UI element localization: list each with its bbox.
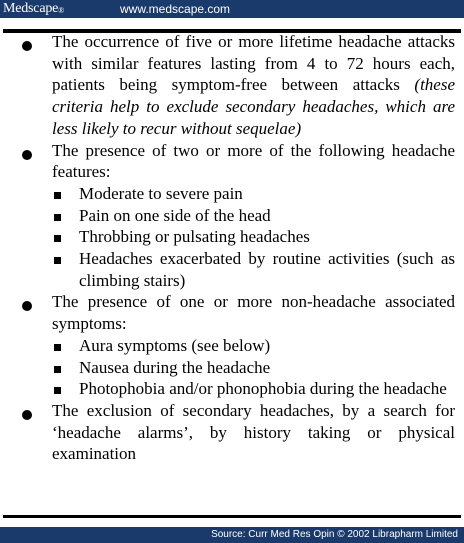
sub-item-text: Pain on one side of the head	[79, 205, 271, 225]
sub-list-item	[52, 248, 455, 291]
criteria-main-text: The presence of one or more non-headache associated symptoms:	[52, 292, 455, 334]
criteria-main-text: The exclusion of secondary headaches, by a search for ‘headache alarms’, by history taking or physical examination	[52, 400, 455, 464]
criteria-text	[52, 31, 455, 140]
criteria-text	[52, 140, 455, 183]
sub-item-text: Headaches exacerbated by routine activities (such as climbing stairs)	[79, 249, 455, 290]
criteria-text	[52, 400, 455, 465]
sub-list-item	[52, 378, 455, 400]
header-bar	[0, 0, 464, 18]
round-bullet-icon	[22, 41, 32, 51]
sub-list	[52, 183, 455, 292]
sub-list	[52, 335, 455, 400]
sub-item-text: Nausea during the headache	[79, 357, 271, 377]
square-bullet-icon	[54, 344, 61, 351]
sub-item-text: Aura symptoms (see below)	[79, 335, 271, 355]
criteria-item	[0, 140, 464, 292]
square-bullet-icon	[54, 366, 61, 373]
square-bullet-icon	[54, 257, 61, 264]
square-bullet-icon	[54, 235, 61, 242]
sub-item-text: Photophobia and/or phonophobia during the headache	[79, 379, 447, 399]
bottom-divider	[3, 515, 461, 518]
brand-name: Medscape	[3, 1, 59, 16]
source-citation: Source: Curr Med Res Opin © 2002 Librapharm Limited	[211, 529, 458, 540]
sub-item-text: Throbbing or pulsating headaches	[79, 227, 310, 247]
sub-list-item	[52, 357, 455, 379]
criteria-list	[0, 31, 464, 465]
criteria-item	[0, 31, 464, 140]
criteria-main-text: The occurrence of five or more lifetime headache attacks with similar features lasting from 4 to 72 hours each, patients being symptom-free between attacks	[52, 32, 455, 95]
criteria-text	[52, 291, 455, 334]
criteria-item	[0, 291, 464, 400]
square-bullet-icon	[54, 192, 61, 199]
criteria-item	[0, 400, 464, 465]
round-bullet-icon	[22, 301, 32, 311]
registered-mark: ®	[58, 6, 65, 15]
sub-item-text: Moderate to severe pain	[79, 183, 243, 203]
site-url-link[interactable]: www.medscape.com	[120, 2, 231, 16]
criteria-note: (these criteria help to exclude secondary headaches, which are less likely to recur without sequelae)	[52, 75, 455, 138]
square-bullet-icon	[54, 214, 61, 221]
sub-list-item	[52, 226, 455, 248]
medscape-logo[interactable]	[3, 1, 64, 17]
round-bullet-icon	[22, 410, 32, 420]
sub-list-item	[52, 335, 455, 357]
footer-bar	[0, 527, 464, 543]
sub-list-item	[52, 183, 455, 205]
square-bullet-icon	[54, 387, 61, 394]
sub-list-item	[52, 205, 455, 227]
criteria-main-text: The presence of two or more of the following headache features:	[52, 140, 455, 182]
round-bullet-icon	[22, 150, 32, 160]
